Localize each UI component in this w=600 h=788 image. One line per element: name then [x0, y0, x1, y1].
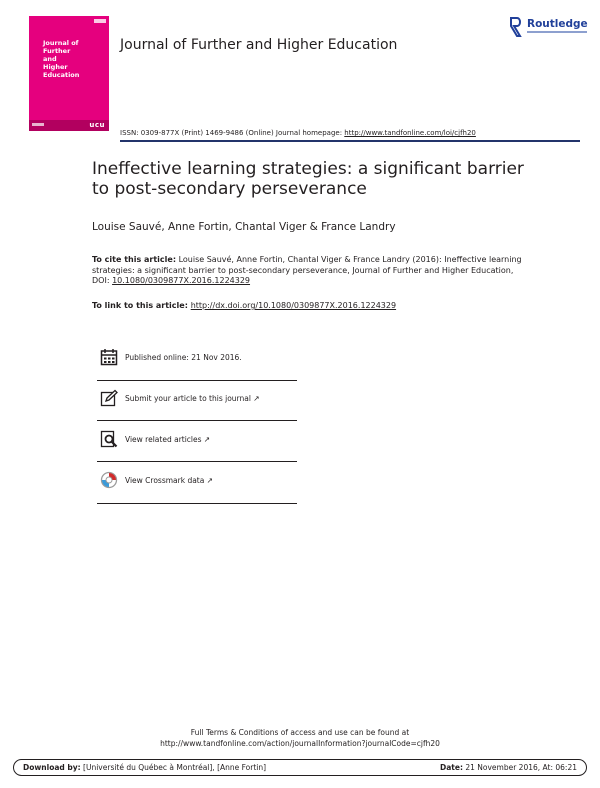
crossmark-row[interactable]	[100, 471, 297, 493]
journal-homepage-link[interactable]: http://www.tandfonline.com/loi/cjfh20	[344, 129, 476, 137]
submit-article-row[interactable]	[100, 389, 297, 411]
cover-title-line: Journal of	[43, 39, 79, 47]
edit-icon	[100, 389, 118, 407]
downloaded-by-value: [Université du Québec à Montréal], [Anne Fortin]	[80, 763, 267, 772]
citation-text: Louise Sauvé, Anne Fortin, Chantal Viger & France Landry (2016): Ineffective learning strategies: a significant barrier to post-secondary perseverance, Journal of Further and Higher Education, DOI:	[92, 255, 522, 285]
calendar-icon	[100, 348, 118, 366]
journal-title: Journal of Further and Higher Education	[120, 37, 398, 53]
publisher-tagline	[527, 31, 587, 33]
downloaded-by	[23, 763, 266, 772]
divider	[97, 503, 297, 504]
divider	[97, 380, 297, 381]
citation-label: To cite this article:	[92, 255, 177, 264]
cover-title-line: Further	[43, 47, 71, 55]
publisher-logo	[509, 17, 589, 37]
routledge-r-icon	[509, 17, 523, 37]
article-title: Ineffective learning strategies: a significant barrier to post-secondary perseverance	[92, 159, 524, 199]
terms-url-link[interactable]: http://www.tandfonline.com/action/journalInformation?journalCode=cjfh20	[160, 739, 440, 748]
crossmark-icon	[100, 471, 118, 489]
terms-line: Full Terms & Conditions of access and use can be found at	[190, 728, 410, 737]
published-online-row	[100, 348, 297, 370]
crossmark-link[interactable]: View Crossmark data ↗	[125, 476, 214, 485]
download-date-value: 21 November 2016, At: 06:21	[462, 763, 577, 772]
link-to-article	[92, 301, 522, 310]
cover-volume-label	[94, 19, 106, 23]
download-info-bar	[13, 759, 587, 776]
header-rule	[120, 140, 580, 142]
doi-link[interactable]: 10.1080/0309877X.2016.1224329	[112, 276, 251, 285]
article-authors: Louise Sauvé, Anne Fortin, Chantal Viger & France Landry	[92, 221, 396, 233]
cover-logo: ucu	[89, 121, 105, 129]
related-articles-link[interactable]: View related articles ↗	[125, 435, 211, 444]
issn-text: ISSN: 0309-877X (Print) 1469-9486 (Online) Journal homepage:	[120, 129, 345, 137]
issn-line	[120, 129, 476, 137]
link-label: To link to this article:	[92, 301, 191, 310]
citation-block	[92, 255, 522, 287]
divider	[97, 420, 297, 421]
related-articles-row[interactable]	[100, 430, 297, 452]
published-online-text: Published online: 21 Nov 2016.	[125, 353, 242, 362]
cover-title-line: and	[43, 55, 57, 63]
cover-title-line: Education	[43, 71, 80, 79]
cover-title	[43, 39, 105, 79]
divider	[97, 461, 297, 462]
cover-bottom-bar	[29, 120, 109, 131]
article-url-link[interactable]: http://dx.doi.org/10.1080/0309877X.2016.1224329	[190, 301, 397, 310]
journal-cover	[29, 16, 109, 131]
cover-title-line: Higher	[43, 63, 68, 71]
search-icon	[100, 430, 118, 448]
download-date	[440, 763, 577, 772]
downloaded-by-label: Download by:	[23, 763, 81, 772]
publisher-name: Routledge	[527, 18, 588, 30]
submit-article-link[interactable]: Submit your article to this journal ↗	[125, 394, 260, 403]
download-date-label: Date:	[440, 763, 463, 772]
terms-note	[0, 727, 600, 749]
